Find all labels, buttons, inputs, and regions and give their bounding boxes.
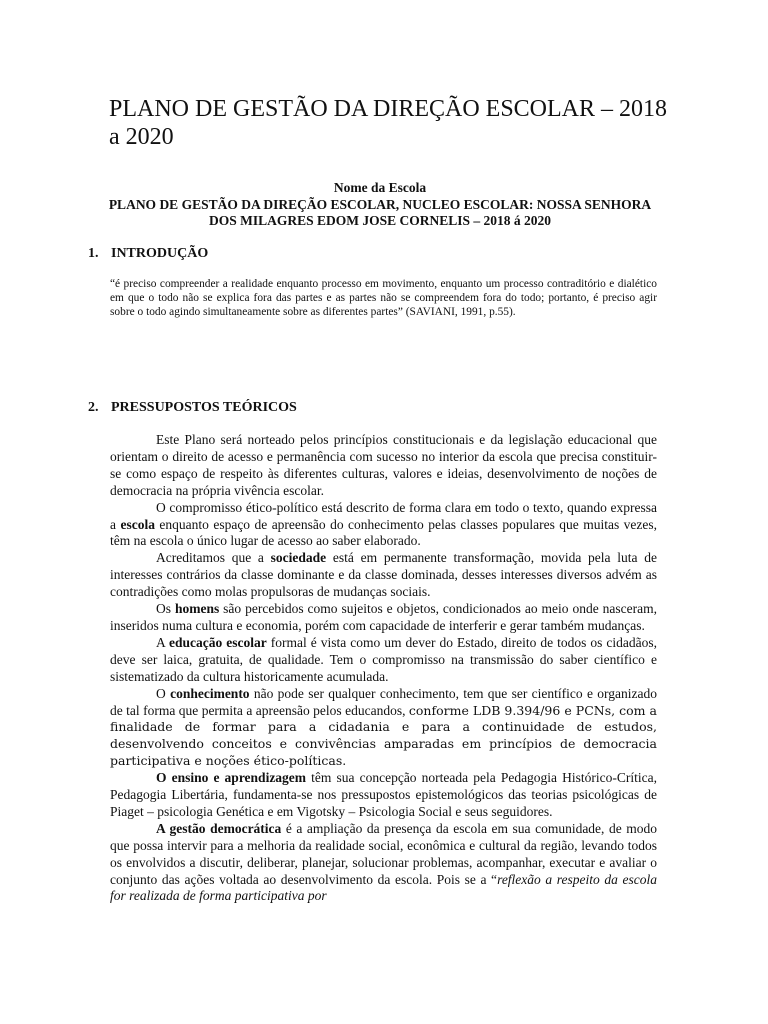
section-number: 1. <box>88 246 99 261</box>
paragraph <box>110 635 657 686</box>
section-heading-introducao <box>88 245 208 262</box>
quoted-reflection: reflexão a respeito da escola for realizada de forma participativa por <box>110 871 657 904</box>
paragraph-text: Acreditamos que a <box>156 550 271 566</box>
paragraph-text: são percebidos como sujeitos e objetos, condicionados ao meio onde nasceram, inseridos numa cultura e economia, porém com capacidade de interferir e gerar também mudanças. <box>110 601 657 633</box>
keyword-gestao-democratica: A gestão democrática <box>156 820 282 836</box>
school-header <box>100 180 660 230</box>
paragraph <box>110 686 657 771</box>
paragraph-text: O compromisso ético-político está descrito de forma clara em todo o texto, quando expressa a <box>110 499 657 532</box>
paragraph-text: Os <box>156 601 175 617</box>
keyword-ensino-aprendizagem: O ensino e aprendizagem <box>156 770 307 786</box>
paragraph-text: O <box>156 685 171 701</box>
paragraph <box>110 432 657 500</box>
keyword-conhecimento: conhecimento <box>170 685 250 701</box>
keyword-homens: homens <box>174 601 220 617</box>
paragraph-text: formal é vista como um dever do Estado, direito de todos os cidadãos, deve ser laica, gratuita, de qualidade. Tem o compromisso na transmissão do saber científico e sistematizado da cultura historicamente acumulada. <box>110 634 657 684</box>
paragraph <box>110 770 657 821</box>
keyword-educacao-escolar: educação escolar <box>169 634 267 650</box>
paragraph <box>110 601 657 635</box>
paragraph-text: está em permanente transformação, movida pela luta de interesses contrários da classe dominante e da classe dominada, desses interesses diversos advém as contradições como molas propulsoras de mudanças sociais. <box>110 550 657 600</box>
paragraph-text: enquanto espaço de apreensão do conhecimento pelas classes populares que muitas vezes, têm na escola o único lugar de acesso ao saber elaborado. <box>110 516 658 549</box>
saviani-quote: “é preciso compreender a realidade enquanto processo em movimento, enquanto um processo contraditório e dialético em que o todo não se explica fora das partes e as partes não se compreendem fora do todo; portanto, é preciso agir sobre o todo agindo simultaneamente sobre as diferentes partes” (SAVIANI, 1991, p.55). <box>110 278 657 318</box>
paragraph-text: têm sua concepção norteada pela Pedagogia Histórico-Crítica, Pedagogia Libertária, fundamenta-se nos pressupostos epistemológicos das teorias psicológicas de Piaget – psicologia Genética e em Vigotsky – Psicologia Social e seus seguidores. <box>110 770 658 819</box>
section-title: PRESSUPOSTOS TEÓRICOS <box>111 400 297 415</box>
plan-subtitle: PLANO DE GESTÃO DA DIREÇÃO ESCOLAR, NUCLEO ESCOLAR: NOSSA SENHORA DOS MILAGRES EDOM JOSE CORNELIS – 2018 á 2020 <box>108 196 652 228</box>
paragraph <box>110 500 657 551</box>
paragraph-text: Este Plano será norteado pelos princípios constitucionais e da legislação educacional que orientam o direito de acesso e permanência com sucesso no interior da escola que precisa constituir-se como espaço de respeito às diferentes culturas, valores e ideias, desenvolvimento de noções de democracia na própria vivência escolar. <box>110 432 657 498</box>
paragraph-text: não pode ser qualquer conhecimento, tem que ser científico e organizado de tal forma que permita a apreensão pelos educandos, <box>110 685 658 718</box>
document-title: PLANO DE GESTÃO DA DIREÇÃO ESCOLAR – 2018 a 2020 <box>109 96 668 150</box>
body-text <box>110 432 657 905</box>
school-name: Nome da Escola <box>333 180 427 195</box>
paragraph-text: é a ampliação da presença da escola em sua comunidade, de modo que possa intervir para a melhoria da realidade social, econômica e cultural da região, levando todos os envolvidos a discutir, deliberar, planejar, solucionar problemas, acompanhar, executar e avaliar o conjunto das ações voltada ao desenvolvimento da escola. Pois se a “ <box>110 820 657 887</box>
paragraph-text-ldb: conforme LDB 9.394/96 e PCNs, com a finalidade de formar para a cidadania e para a continuidade de estudos, desenvolvendo conceitos e convivências amparadas em princípios de democracia participativa e noções ético-políticas. <box>110 702 657 769</box>
section-number: 2. <box>88 400 99 415</box>
section-title: INTRODUÇÃO <box>111 246 209 261</box>
paragraph <box>110 821 657 906</box>
keyword-sociedade: sociedade <box>270 550 327 566</box>
section-heading-pressupostos <box>88 399 297 416</box>
keyword-escola: escola <box>120 516 155 532</box>
paragraph <box>110 550 657 601</box>
paragraph-text: A <box>156 634 170 650</box>
